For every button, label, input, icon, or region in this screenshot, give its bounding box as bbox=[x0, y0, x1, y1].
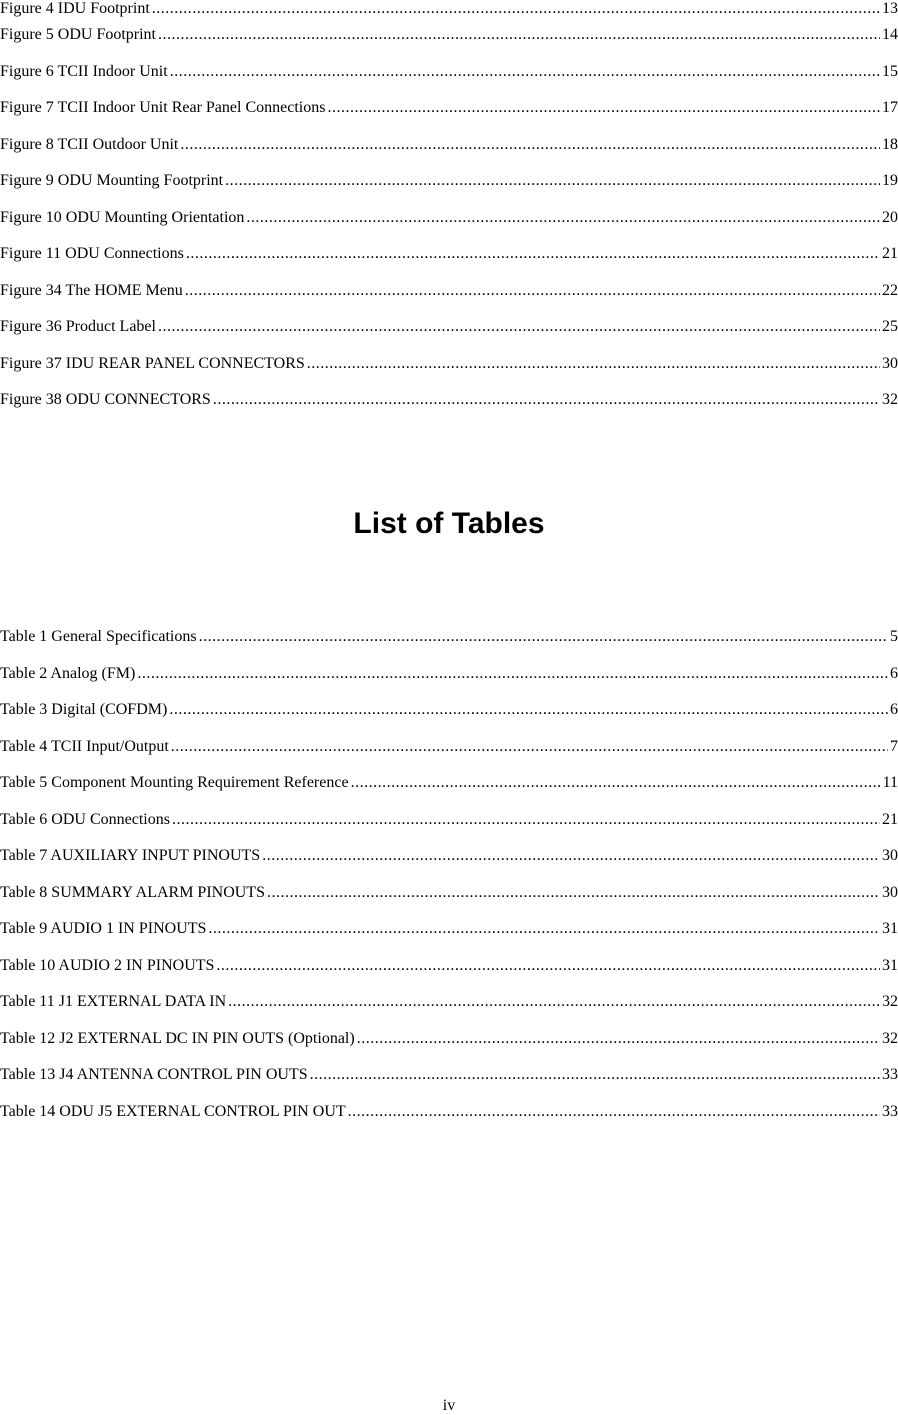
list-of-figures bbox=[0, 0, 898, 428]
table-entry[interactable] bbox=[0, 701, 898, 738]
figure-entry[interactable] bbox=[0, 282, 898, 319]
figure-entry-title: Figure 7 TCII Indoor Unit Rear Panel Connections bbox=[0, 99, 326, 116]
figure-entry[interactable] bbox=[0, 318, 898, 355]
table-entry-page: 30 bbox=[882, 847, 898, 864]
table-entry[interactable] bbox=[0, 920, 898, 957]
table-entry-title: Table 8 SUMMARY ALARM PINOUTS bbox=[0, 883, 265, 901]
dot-leader bbox=[327, 99, 880, 117]
table-entry[interactable] bbox=[0, 628, 898, 665]
dot-leader bbox=[186, 245, 880, 263]
figure-entry[interactable] bbox=[0, 209, 898, 246]
figure-entry[interactable] bbox=[0, 391, 898, 428]
table-entry[interactable] bbox=[0, 811, 898, 848]
dot-leader bbox=[208, 920, 880, 938]
table-entry[interactable] bbox=[0, 847, 898, 884]
dot-leader bbox=[171, 738, 888, 756]
table-entry-page: 21 bbox=[882, 810, 898, 828]
figure-entry-page: 30 bbox=[882, 354, 898, 372]
figure-entry-title: Figure 36 Product Label bbox=[0, 318, 156, 335]
figure-entry-page: 15 bbox=[882, 62, 898, 80]
table-entry-page: 7 bbox=[890, 737, 898, 755]
dot-leader bbox=[137, 665, 888, 683]
table-entry-page: 33 bbox=[882, 1102, 898, 1120]
table-entry[interactable] bbox=[0, 1030, 898, 1067]
figure-entry-page: 18 bbox=[882, 135, 898, 153]
figure-entry-title: Figure 34 The HOME Menu bbox=[0, 281, 183, 299]
figure-entry[interactable] bbox=[0, 172, 898, 209]
figure-entry-page: 20 bbox=[882, 208, 898, 226]
table-entry-page: 32 bbox=[882, 1029, 898, 1047]
table-entry-page: 32 bbox=[882, 993, 898, 1010]
dot-leader bbox=[213, 391, 880, 409]
dot-leader bbox=[158, 26, 880, 44]
table-entry[interactable] bbox=[0, 738, 898, 775]
dot-leader bbox=[310, 1066, 880, 1084]
figure-entry-title: Figure 10 ODU Mounting Orientation bbox=[0, 208, 245, 226]
dot-leader bbox=[267, 884, 880, 902]
dot-leader bbox=[246, 209, 880, 227]
figure-entry[interactable] bbox=[0, 136, 898, 173]
figure-entry-page: 32 bbox=[882, 391, 898, 408]
figure-entry-title: Figure 11 ODU Connections bbox=[0, 245, 184, 262]
table-entry[interactable] bbox=[0, 1103, 898, 1140]
figure-entry-page: 22 bbox=[882, 281, 898, 299]
dot-leader bbox=[172, 811, 880, 829]
table-entry-page: 6 bbox=[890, 664, 898, 682]
figure-entry[interactable] bbox=[0, 245, 898, 282]
table-entry-title: Table 5 Component Mounting Requirement Reference bbox=[0, 774, 349, 791]
dot-leader bbox=[199, 628, 888, 646]
table-entry-title: Table 11 J1 EXTERNAL DATA IN bbox=[0, 993, 227, 1010]
table-entry-title: Table 13 J4 ANTENNA CONTROL PIN OUTS bbox=[0, 1066, 308, 1083]
dot-leader bbox=[228, 993, 880, 1011]
table-entry-title: Table 4 TCII Input/Output bbox=[0, 737, 169, 755]
table-entry[interactable] bbox=[0, 957, 898, 994]
figure-entry-page: 17 bbox=[882, 99, 898, 116]
figure-entry[interactable] bbox=[0, 355, 898, 392]
table-entry-title: Table 10 AUDIO 2 IN PINOUTS bbox=[0, 956, 215, 974]
dot-leader bbox=[185, 282, 880, 300]
dot-leader bbox=[216, 957, 880, 975]
dot-leader bbox=[180, 136, 880, 154]
table-entry[interactable] bbox=[0, 774, 898, 811]
table-entry-title: Table 3 Digital (COFDM) bbox=[0, 701, 168, 718]
figure-entry-title: Figure 38 ODU CONNECTORS bbox=[0, 391, 211, 408]
table-entry-title: Table 12 J2 EXTERNAL DC IN PIN OUTS (Optional) bbox=[0, 1029, 355, 1047]
dot-leader bbox=[348, 1103, 880, 1121]
table-entry-page: 11 bbox=[882, 774, 898, 791]
table-entry-title: Table 14 ODU J5 EXTERNAL CONTROL PIN OUT bbox=[0, 1102, 346, 1120]
page-number: iv bbox=[442, 1397, 456, 1414]
table-entry-page: 6 bbox=[890, 701, 898, 718]
dot-leader bbox=[307, 355, 880, 373]
figure-entry[interactable] bbox=[0, 63, 898, 100]
dot-leader bbox=[262, 847, 880, 865]
dot-leader bbox=[351, 774, 881, 792]
figure-entry-page: 19 bbox=[882, 172, 898, 189]
figure-entry-title: Figure 4 IDU Footprint bbox=[0, 0, 150, 17]
figure-entry-title: Figure 5 ODU Footprint bbox=[0, 26, 156, 43]
list-of-tables-heading: List of Tables bbox=[353, 507, 545, 540]
figure-entry[interactable] bbox=[0, 0, 898, 26]
figure-entry-page: 25 bbox=[882, 318, 898, 335]
figure-entry-title: Figure 6 TCII Indoor Unit bbox=[0, 62, 168, 80]
dot-leader bbox=[170, 63, 880, 81]
table-entry[interactable] bbox=[0, 665, 898, 702]
table-entry-page: 5 bbox=[890, 628, 898, 645]
table-entry[interactable] bbox=[0, 993, 898, 1030]
figure-entry[interactable] bbox=[0, 99, 898, 136]
figure-entry[interactable] bbox=[0, 26, 898, 63]
figure-entry-title: Figure 8 TCII Outdoor Unit bbox=[0, 135, 179, 153]
dot-leader bbox=[158, 318, 880, 336]
table-entry-page: 30 bbox=[882, 883, 898, 901]
dot-leader bbox=[152, 0, 880, 18]
dot-leader bbox=[225, 172, 880, 190]
table-entry-title: Table 7 AUXILIARY INPUT PINOUTS bbox=[0, 847, 261, 864]
table-entry-title: Table 1 General Specifications bbox=[0, 628, 197, 645]
table-entry-page: 31 bbox=[882, 920, 898, 937]
list-of-tables bbox=[0, 628, 898, 1139]
table-entry-page: 33 bbox=[882, 1066, 898, 1083]
figure-entry-page: 14 bbox=[882, 26, 898, 43]
figure-entry-page: 13 bbox=[882, 0, 898, 17]
table-entry-title: Table 6 ODU Connections bbox=[0, 810, 170, 828]
figure-entry-title: Figure 9 ODU Mounting Footprint bbox=[0, 172, 224, 189]
dot-leader bbox=[357, 1030, 880, 1048]
table-entry[interactable] bbox=[0, 1066, 898, 1103]
table-entry-title: Table 2 Analog (FM) bbox=[0, 664, 136, 682]
table-entry-page: 31 bbox=[882, 956, 898, 974]
table-entry[interactable] bbox=[0, 884, 898, 921]
figure-entry-page: 21 bbox=[882, 245, 898, 262]
table-entry-title: Table 9 AUDIO 1 IN PINOUTS bbox=[0, 920, 207, 937]
figure-entry-title: Figure 37 IDU REAR PANEL CONNECTORS bbox=[0, 354, 305, 372]
dot-leader bbox=[169, 701, 888, 719]
